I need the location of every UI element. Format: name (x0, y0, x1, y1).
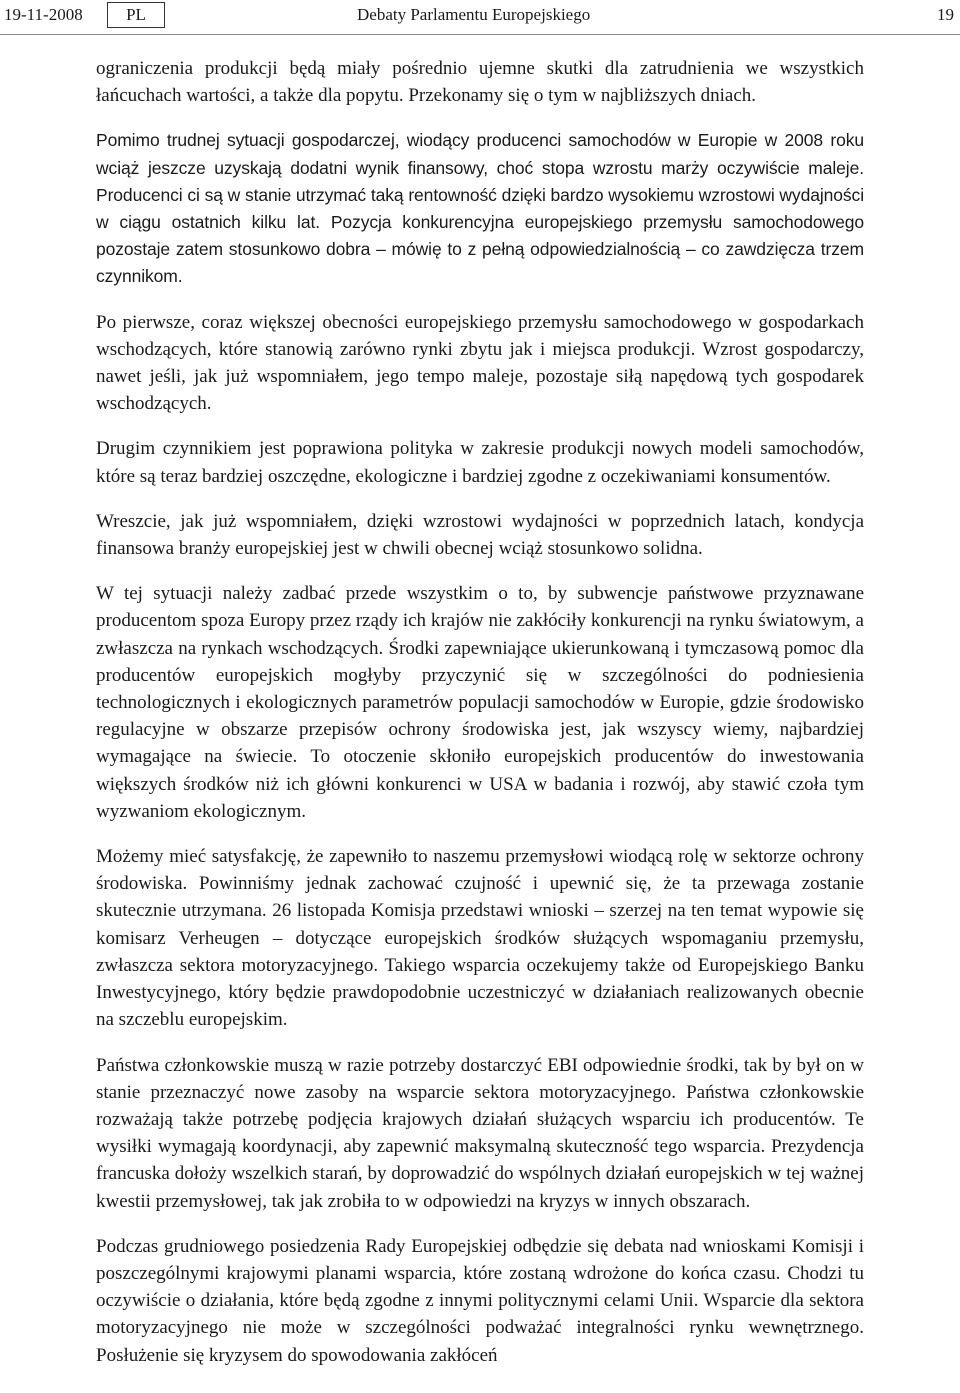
header-date: 19-11-2008 (4, 5, 83, 24)
paragraph: Pomimo trudnej sytuacji gospodarczej, wiodący producenci samochodów w Europie w 2008 roku wciąż jeszcze uzyskają dodatni wynik finansowy, choć stopa wzrostu marży oczywiście maleje. Producenci ci są w stanie utrzymać taką rentowność dzięki bardzo wysokiemu wzrostowi wydajności w ciągu ostatnich kilku lat. Pozycja konkurencyjna europejskiego przemysłu samochodowego pozostaje zatem stosunkowo dobra – mówię to z pełną odpowiedzialnością – co zawdzięcza trzem czynnikom. (96, 130, 864, 287)
paragraph: Wreszcie, jak już wspomniałem, dzięki wzrostowi wydajności w poprzednich latach, kondycja finansowa branży europejskiej jest w chwili obecnej wciąż stosunkowo solidna. (96, 510, 864, 560)
header-language-box: PL (107, 2, 165, 28)
page-header (0, 0, 960, 35)
header-page-number: 19 (937, 5, 954, 24)
document-body (96, 55, 864, 1369)
header-title: Debaty Parlamentu Europejskiego (357, 5, 591, 24)
paragraph: Po pierwsze, coraz większej obecności europejskiego przemysłu samochodowego w gospodarkach wschodzących, które stanowią zarówno rynki zbytu jak i miejsca produkcji. Wzrost gospodarczy, nawet jeśli, jak już wspomniałem, jego tempo maleje, pozostaje siłą napędową tych gospodarek wschodzących. (96, 311, 864, 415)
paragraph: Państwa członkowskie muszą w razie potrzeby dostarczyć EBI odpowiednie środki, tak by był on w stanie przeznaczyć nowe zasoby na wsparcie sektora motoryzacyjnego. Państwa członkowskie rozważają także potrzebę podjęcia krajowych działań służących wsparciu ich producentów. Te wysiłki wymagają koordynacji, aby zapewnić maksymalną skuteczność tego wsparcia. Prezydencja francuska dołoży wszelkich starań, by doprowadzić do wspólnych działań europejskich w tej ważnej kwestii przemysłowej, tak jak zrobiła to w odpowiedzi na kryzys w innych obszarach. (96, 1054, 864, 1212)
paragraph: W tej sytuacji należy zadbać przede wszystkim o to, by subwencje państwowe przyznawane producentom spoza Europy przez rządy ich krajów nie zakłóciły konkurencji na rynku światowym, a zwłaszcza na rynkach wschodzących. Środki zapewniające ukierunkowaną i tymczasową pomoc dla producentów europejskich mogłyby przyczynić się w szczególności do podniesienia technologicznych i ekologicznych parametrów populacji samochodów w Europie, gdzie środowisko regulacyjne w obszarze przepisów ochrony środowiska jest, jak wszyscy wiemy, najbardziej wymagające na świecie. To otoczenie skłoniło europejskich producentów do inwestowania większych środków niż ich główni konkurenci w USA w badania i rozwój, aby stawić czoła tym wyzwaniom ekologicznym. (96, 583, 864, 822)
paragraph: Drugim czynnikiem jest poprawiona polityka w zakresie produkcji nowych modeli samochodów, które są teraz bardziej oszczędne, ekologiczne i bardziej zgodne z oczekiwaniami konsumentów. (96, 438, 864, 487)
paragraph: Możemy mieć satysfakcję, że zapewniło to naszemu przemysłowi wiodącą rolę w sektorze ochrony środowiska. Powinniśmy jednak zachować czujność i upewnić się, że ta przewaga zostanie skutecznie utrzymana. 26 listopada Komisja przedstawi wnioski – szerzej na ten temat wypowie się komisarz Verheugen – dotyczące europejskich środków służących wspomaganiu przemysłu, zwłaszcza sektora motoryzacyjnego. Takiego wsparcia oczekujemy także od Europejskiego Banku Inwestycyjnego, który będzie prawdopodobnie uczestniczyć w działaniach realizowanych obecnie na szczeblu europejskim. (96, 846, 864, 1031)
paragraph: Podczas grudniowego posiedzenia Rady Europejskiej odbędzie się debata nad wnioskami Komisji i poszczególnymi krajowymi planami wsparcia, które zostaną wdrożone do końca czasu. Chodzi tu oczywiście o działania, które będą zgodne z innymi politycznymi celami Unii. Wsparcie dla sektora motoryzacyjnego nie może w szczególności podważać integralności rynku wewnętrznego. Posłużenie się kryzysem do spowodowania zakłóceń (96, 1235, 864, 1366)
paragraph: ograniczenia produkcji będą miały pośrednio ujemne skutki dla zatrudnienia we wszystkich łańcuchach wartości, a także dla popytu. Przekonamy się o tym w najbliższych dniach. (96, 58, 864, 107)
